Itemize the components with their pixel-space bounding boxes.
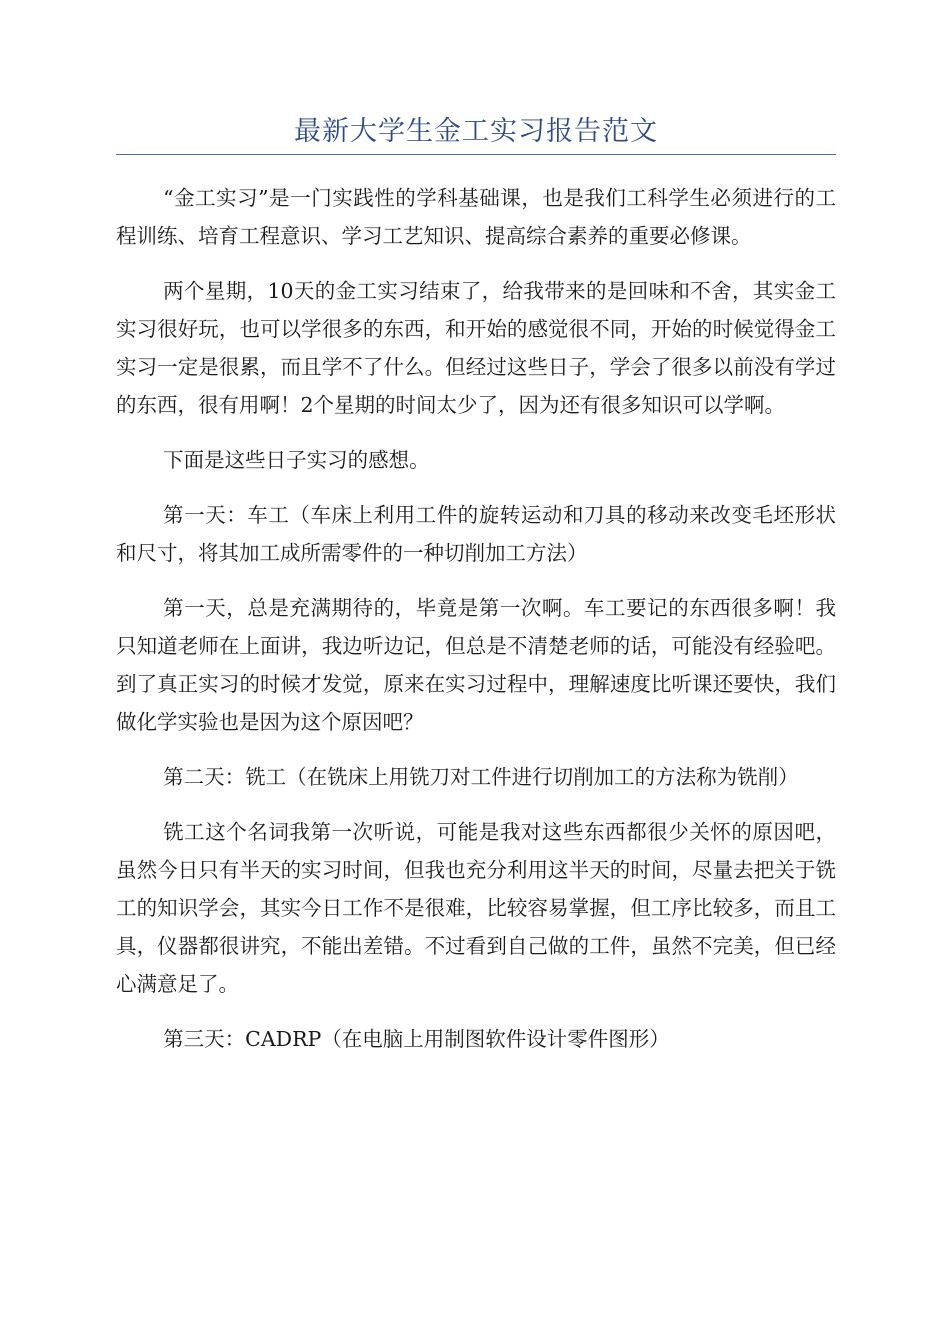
paragraph-day2-heading: 第二天：铣工（在铣床上用铣刀对工件进行切削加工的方法称为铣削）	[163, 765, 799, 789]
paragraph-transition: 下面是这些日子实习的感想。	[163, 448, 430, 472]
document-title: 最新大学生金工实习报告范文	[294, 116, 658, 147]
document-page	[116, 110, 836, 1075]
paragraph-day1-body: 第一天，总是充满期待的，毕竟是第一次啊。车工要记的东西很多啊！我只知道老师在上面讲，我边听边记，但总是不清楚老师的话，可能没有经验吧。到了真正实习的时候才发觉，原来在实习过程中，理解速度比听课还要快，我们做化学实验也是因为这个原因吧？	[116, 596, 836, 734]
paragraph-day3-heading: 第三天：CADRP（在电脑上用制图软件设计零件图形）	[163, 1027, 670, 1051]
paragraph-day1-heading: 第一天：车工（车床上利用工件的旋转运动和刀具的移动来改变毛坯形状和尺寸，将其加工成所需零件的一种切削加工方法）	[116, 503, 836, 565]
paragraph-summary: 两个星期，10天的金工实习结束了，给我带来的是回味和不舍，其实金工实习很好玩，也可以学很多的东西，和开始的感觉很不同，开始的时候觉得金工实习一定是很累，而且学不了什么。但经过这些日子，学会了很多以前没有学过的东西，很有用啊！2个星期的时间太少了，因为还有很多知识可以学啊。	[116, 279, 836, 417]
paragraph-intro: “金工实习”是一门实践性的学科基础课，也是我们工科学生必须进行的工程训练、培育工程意识、学习工艺知识、提高综合素养的重要必修课。	[116, 186, 836, 248]
paragraph-day2-body: 铣工这个名词我第一次听说，可能是我对这些东西都很少关怀的原因吧，虽然今日只有半天的实习时间，但我也充分利用这半天的时间，尽量去把关于铣工的知识学会，其实今日工作不是很难，比较容易掌握，但工序比较多，而且工具，仪器都很讲究，不能出差错。不过看到自己做的工件，虽然不完美，但已经心满意足了。	[116, 820, 836, 996]
title-underline	[116, 154, 836, 155]
